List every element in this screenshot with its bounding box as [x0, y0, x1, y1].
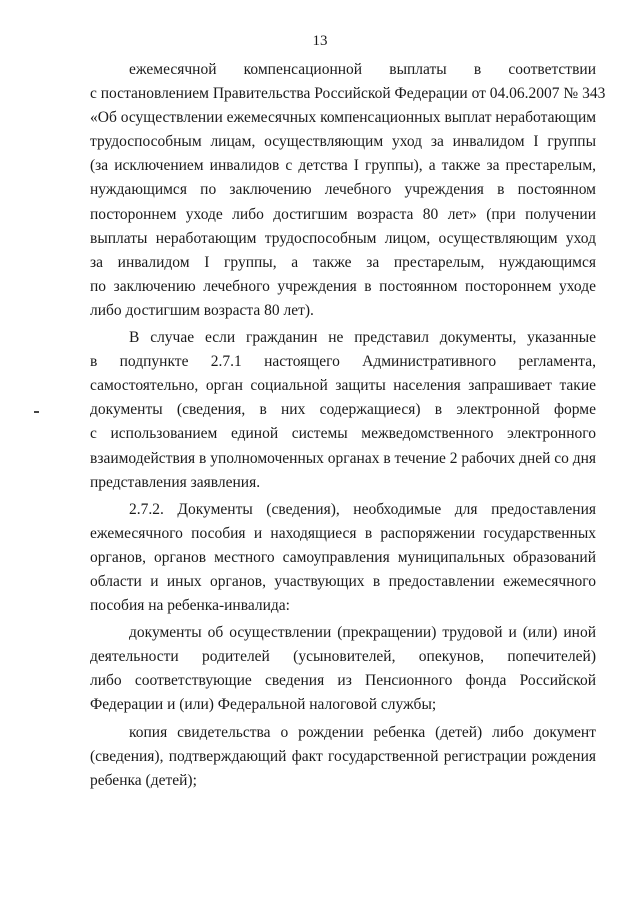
text-line: либо соответствующие сведения из Пенсионного фонда Российской	[90, 672, 596, 690]
paragraph-1	[90, 58, 606, 323]
text-line: области и иных органов, участвующих в предоставлении ежемесячного	[90, 572, 596, 590]
text-line: документы об осуществлении (прекращении) трудовой и (или) иной	[129, 624, 596, 642]
text-line: выплаты неработающим трудоспособным лицом, осуществляющим уход	[90, 229, 596, 247]
text-line: деятельности родителей (усыновителей, опекунов, попечителей)	[90, 648, 596, 666]
paragraph-5	[90, 721, 596, 793]
text-line: (сведения), подтверждающий факт государственной регистрации рождения	[90, 747, 596, 765]
text-line: органов, органов местного самоуправления муниципальных образований	[90, 548, 596, 566]
text-line: в подпункте 2.7.1 настоящего Административного регламента,	[90, 353, 596, 371]
text-line: копия свидетельства о рождении ребенка (детей) либо документ	[129, 723, 596, 741]
text-line: представления заявления.	[90, 473, 261, 491]
paragraph-4	[90, 621, 596, 717]
text-line: ежемесячной компенсационной выплаты в соответствии	[129, 61, 596, 78]
text-line: документы (сведения, в них содержащиеся) в электронной форме	[90, 401, 596, 419]
text-line: с постановлением Правительства Российской Федерации от 04.06.2007 № 343	[90, 85, 606, 103]
text-line: взаимодействия в уполномоченных органах в течение 2 рабочих дней со дня	[90, 449, 597, 467]
text-line: (за исключением инвалидов с детства I группы), а также за престарелым,	[90, 157, 596, 175]
text-line: ребенка (детей);	[90, 771, 197, 789]
text-line: постороннем уходе либо достигшим возраста 80 лет» (при получении	[90, 205, 596, 223]
text-line: самостоятельно, орган социальной защиты населения запрашивает такие	[90, 377, 596, 395]
text-line: «Об осуществлении ежемесячных компенсационных выплат неработающим	[90, 109, 597, 127]
text-line: 2.7.2. Документы (сведения), необходимые для предоставления	[129, 500, 596, 518]
text-line: пособия на ребенка-инвалида:	[90, 597, 290, 615]
document-body	[90, 58, 606, 793]
margin-mark	[34, 411, 39, 413]
text-line: за инвалидом I группы, а также за престарелым, нуждающимся	[90, 253, 596, 271]
page-number: 13	[312, 33, 328, 49]
paragraph-3	[90, 498, 596, 618]
text-line: трудоспособным лицам, осуществляющим уход за инвалидом I группы	[90, 133, 596, 151]
text-line: либо достигшим возраста 80 лет).	[90, 301, 314, 319]
text-line: с использованием единой системы межведомственного электронного	[90, 425, 596, 443]
text-line: ежемесячного пособия и находящиеся в распоряжении государственных	[90, 524, 596, 542]
text-line: Федерации и (или) Федеральной налоговой службы;	[90, 696, 437, 714]
text-line: В случае если гражданин не представил документы, указанные	[129, 329, 596, 347]
text-line: нуждающимся по заключению лечебного учреждения в постоянном	[90, 181, 596, 199]
text-line: по заключению лечебного учреждения в постоянном постороннем уходе	[90, 277, 596, 295]
paragraph-2	[90, 326, 596, 495]
